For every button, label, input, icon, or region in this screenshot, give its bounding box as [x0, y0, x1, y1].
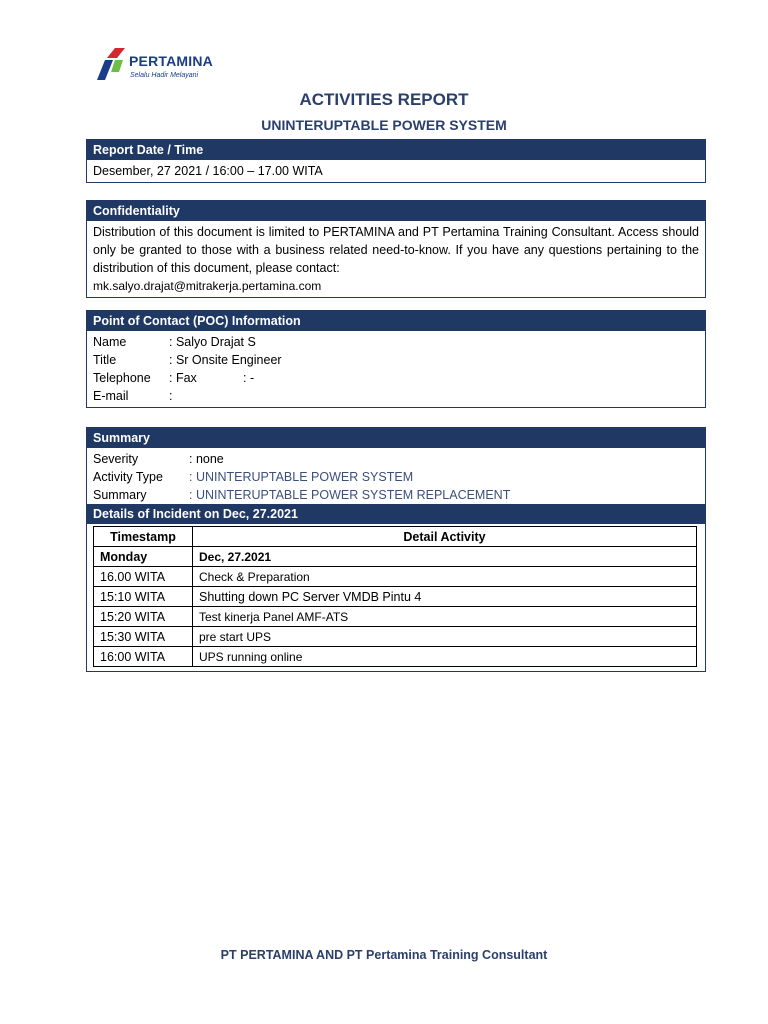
- report-subtitle: UNINTERUPTABLE POWER SYSTEM: [261, 117, 507, 133]
- timestamp-cell: 16.00 WITA: [94, 567, 193, 587]
- poc-section: [86, 310, 706, 408]
- poc-email-label: E-mail: [93, 389, 129, 403]
- logo-tagline: Selalu Hadir Melayani: [130, 72, 199, 79]
- confidentiality-section: [86, 200, 706, 298]
- activity-cell: pre start UPS: [193, 627, 697, 647]
- report-date-value: Desember, 27 2021 / 16:00 – 17.00 WITA: [93, 164, 323, 178]
- severity-value: : none: [189, 452, 224, 466]
- table-row: [94, 607, 697, 627]
- details-header: Details of Incident on Dec, 27.2021: [87, 504, 705, 524]
- report-date-header: Report Date / Time: [87, 140, 705, 160]
- timestamp-cell: 15:20 WITA: [94, 607, 193, 627]
- poc-fax-value: : -: [243, 371, 255, 385]
- activity-type-row: [93, 468, 699, 486]
- poc-name-value: : Salyo Drajat S: [169, 335, 256, 349]
- table-row: [94, 567, 697, 587]
- details-table-header-row: [94, 527, 697, 547]
- summary-label: Summary: [93, 488, 147, 502]
- table-row: [94, 627, 697, 647]
- activity-cell: UPS running online: [193, 647, 697, 667]
- poc-name-label: Name: [93, 335, 127, 349]
- table-row: [94, 587, 697, 607]
- activity-cell: Dec, 27.2021: [193, 547, 697, 567]
- summary-section: [86, 427, 706, 672]
- activity-type-label: Activity Type: [93, 470, 163, 484]
- timestamp-cell: 16:00 WITA: [94, 647, 193, 667]
- pertamina-logo-icon: [93, 46, 127, 82]
- activity-column-header: Detail Activity: [193, 527, 697, 547]
- severity-label: Severity: [93, 452, 139, 466]
- report-date-section: [86, 139, 706, 183]
- poc-title-label: Title: [93, 353, 117, 367]
- activity-cell: Test kinerja Panel AMF-ATS: [193, 607, 697, 627]
- table-row: [94, 647, 697, 667]
- confidentiality-email: mk.salyo.drajat@mitrakerja.pertamina.com: [93, 279, 322, 293]
- poc-email-value: :: [169, 389, 173, 403]
- activity-type-value: : UNINTERUPTABLE POWER SYSTEM: [189, 470, 414, 484]
- confidentiality-text: Distribution of this document is limited to PERTAMINA and PT Pertamina Training Consultant. Access should only be granted to those with a business related need-to-know. If you have any questions pertaining to the distribution of this document, please contact:: [93, 225, 699, 275]
- logo-brand: PERTAMINA: [129, 53, 213, 69]
- timestamp-column-header: Timestamp: [94, 527, 193, 547]
- poc-name-row: [93, 333, 699, 351]
- table-row: [94, 547, 697, 567]
- timestamp-cell: 15:10 WITA: [94, 587, 193, 607]
- poc-phone-value: : Fax: [169, 371, 197, 385]
- page-footer: PT PERTAMINA AND PT Pertamina Training Consultant: [220, 948, 548, 962]
- report-title: ACTIVITIES REPORT: [299, 90, 469, 109]
- activity-cell: Check & Preparation: [193, 567, 697, 587]
- details-table: [93, 526, 697, 667]
- summary-value: : UNINTERUPTABLE POWER SYSTEM REPLACEMENT: [189, 488, 511, 502]
- summary-header: Summary: [87, 428, 705, 448]
- summary-row: [93, 486, 699, 504]
- timestamp-cell: Monday: [94, 547, 193, 567]
- poc-phone-label: Telephone: [93, 371, 151, 385]
- pertamina-logo: [93, 42, 223, 88]
- activity-cell: Shutting down PC Server VMDB Pintu 4: [193, 587, 697, 607]
- poc-phone-row: [93, 369, 699, 387]
- poc-header: Point of Contact (POC) Information: [87, 311, 705, 331]
- poc-title-row: [93, 351, 699, 369]
- timestamp-cell: 15:30 WITA: [94, 627, 193, 647]
- poc-email-row: [93, 387, 699, 405]
- severity-row: [93, 450, 699, 468]
- poc-title-value: : Sr Onsite Engineer: [169, 353, 282, 367]
- confidentiality-header: Confidentiality: [87, 201, 705, 221]
